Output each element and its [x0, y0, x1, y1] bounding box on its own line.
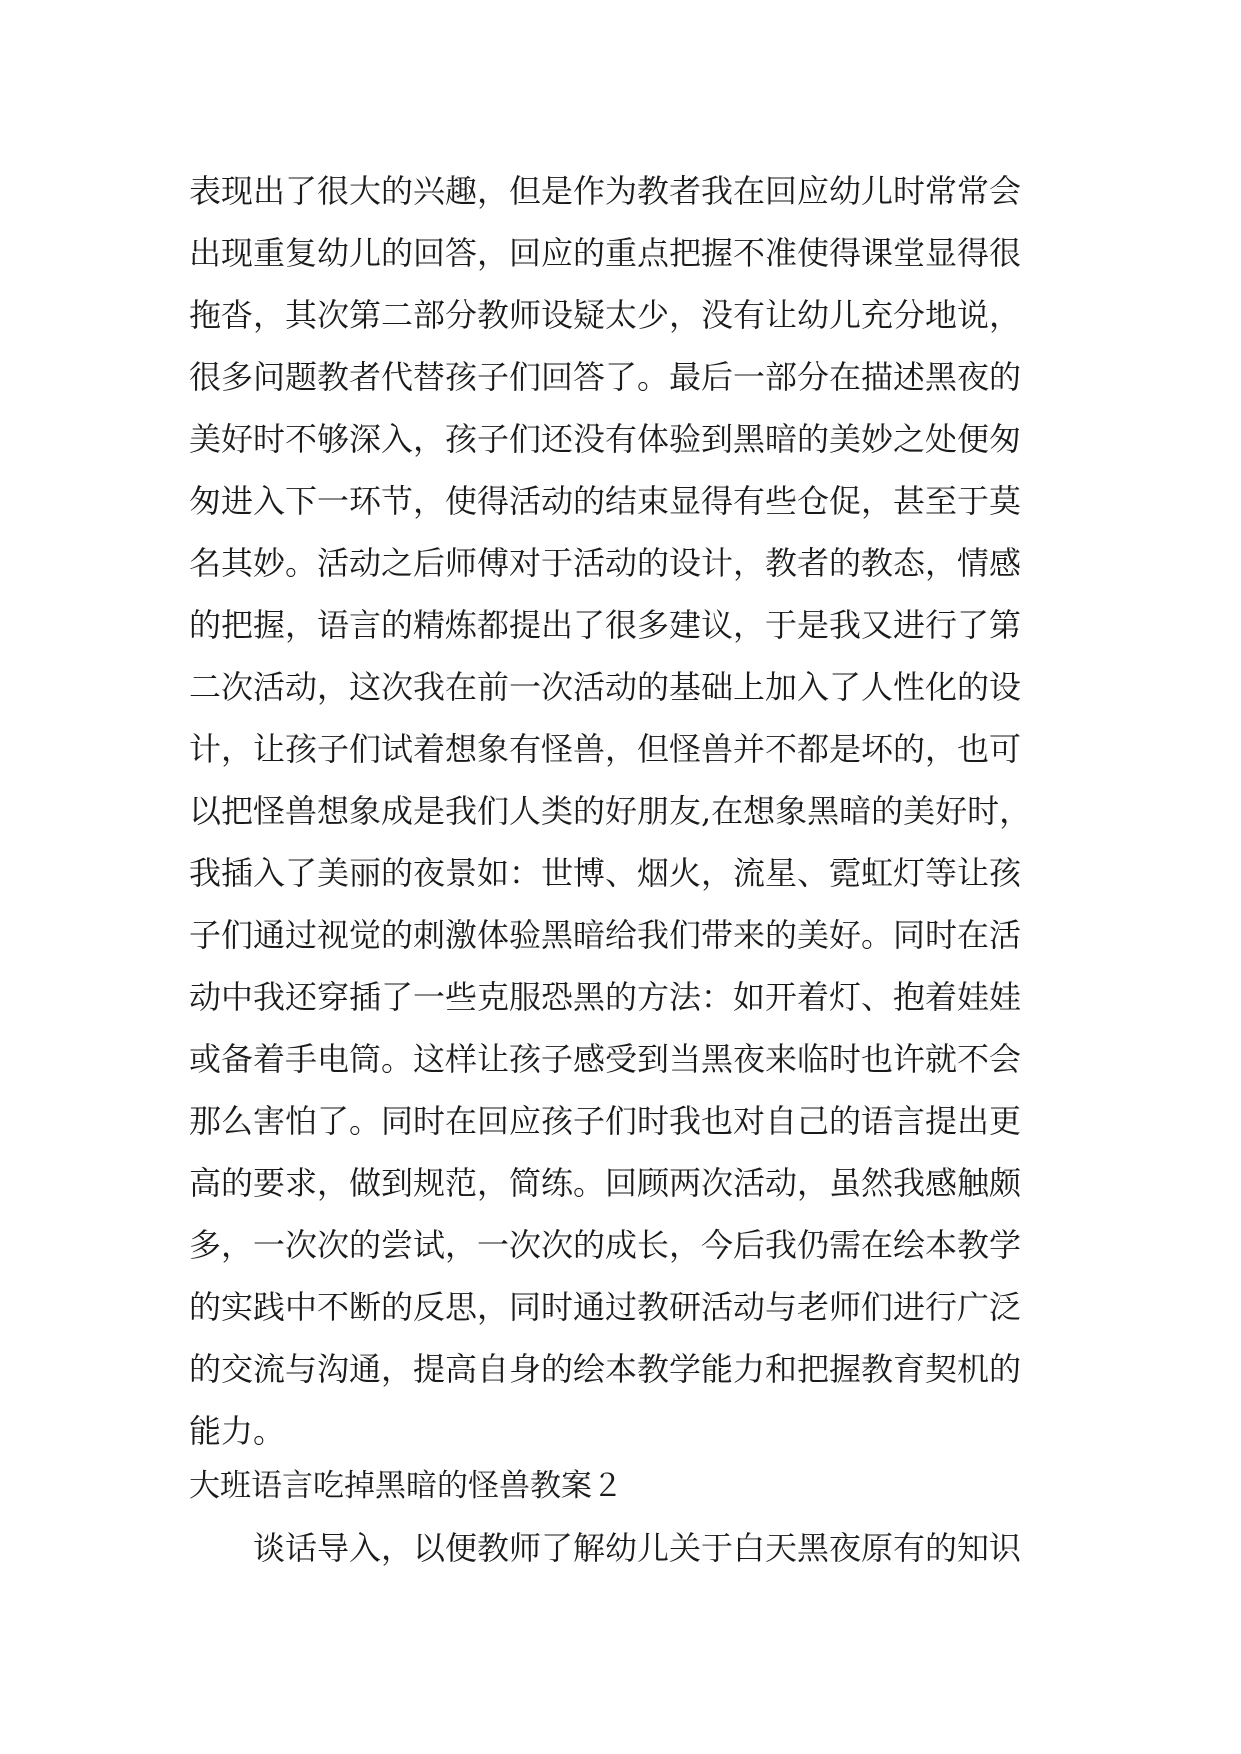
- text-line: 很多问题教者代替孩子们回答了。最后一部分在描述黑夜的: [189, 358, 1022, 396]
- text-line: 表现出了很大的兴趣，但是作为教者我在回应幼儿时常常会: [189, 172, 1022, 210]
- text-line: 能力。: [189, 1412, 286, 1450]
- section-heading: 大班语言吃掉黑暗的怪兽教案２: [189, 1468, 623, 1504]
- text-line: 的实践中不断的反思，同时通过教研活动与老师们进行广泛: [189, 1288, 1022, 1326]
- text-line: 多，一次次的尝试，一次次的成长，今后我仍需在绘本教学: [189, 1226, 1022, 1264]
- text-line: 出现重复幼儿的回答，回应的重点把握不准使得课堂显得很: [189, 234, 1022, 272]
- paragraph-body: [189, 160, 1069, 1462]
- text-line: 我插入了美丽的夜景如：世博、烟火，流星、霓虹灯等让孩: [189, 854, 1022, 892]
- text-line: 或备着手电筒。这样让孩子感受到当黑夜来临时也许就不会: [189, 1040, 1022, 1078]
- text-line: 动中我还穿插了一些克服恐黑的方法：如开着灯、抱着娃娃: [189, 978, 1022, 1016]
- text-line: 美好时不够深入，孩子们还没有体验到黑暗的美妙之处便匆: [189, 420, 1022, 458]
- text-line: 的交流与沟通，提高自身的绘本教学能力和把握教育契机的: [189, 1350, 1022, 1388]
- text-line: 匆进入下一环节，使得活动的结束显得有些仓促，甚至于莫: [189, 482, 1022, 520]
- text-line: 那么害怕了。同时在回应孩子们时我也对自己的语言提出更: [189, 1102, 1022, 1140]
- text-line: 计，让孩子们试着想象有怪兽，但怪兽并不都是坏的，也可: [189, 730, 1022, 768]
- text-line: 拖沓，其次第二部分教师设疑太少，没有让幼儿充分地说，: [189, 296, 1022, 334]
- text-line: 的把握，语言的精炼都提出了很多建议，于是我又进行了第: [189, 606, 1022, 644]
- text-line: 子们通过视觉的刺激体验黑暗给我们带来的美好。同时在活: [189, 916, 1022, 954]
- text-line: 高的要求，做到规范，简练。回顾两次活动，虽然我感触颇: [189, 1164, 1022, 1202]
- text-line: 二次活动，这次我在前一次活动的基础上加入了人性化的设: [189, 668, 1022, 706]
- text-line: 名其妙。活动之后师傅对于活动的设计，教者的教态，情感: [189, 544, 1022, 582]
- text-line: 以把怪兽想象成是我们人类的好朋友,在想象黑暗的美好时，: [189, 792, 1032, 830]
- paragraph-2-first-line: 谈话导入，以便教师了解幼儿关于白天黑夜原有的知识: [253, 1529, 1022, 1567]
